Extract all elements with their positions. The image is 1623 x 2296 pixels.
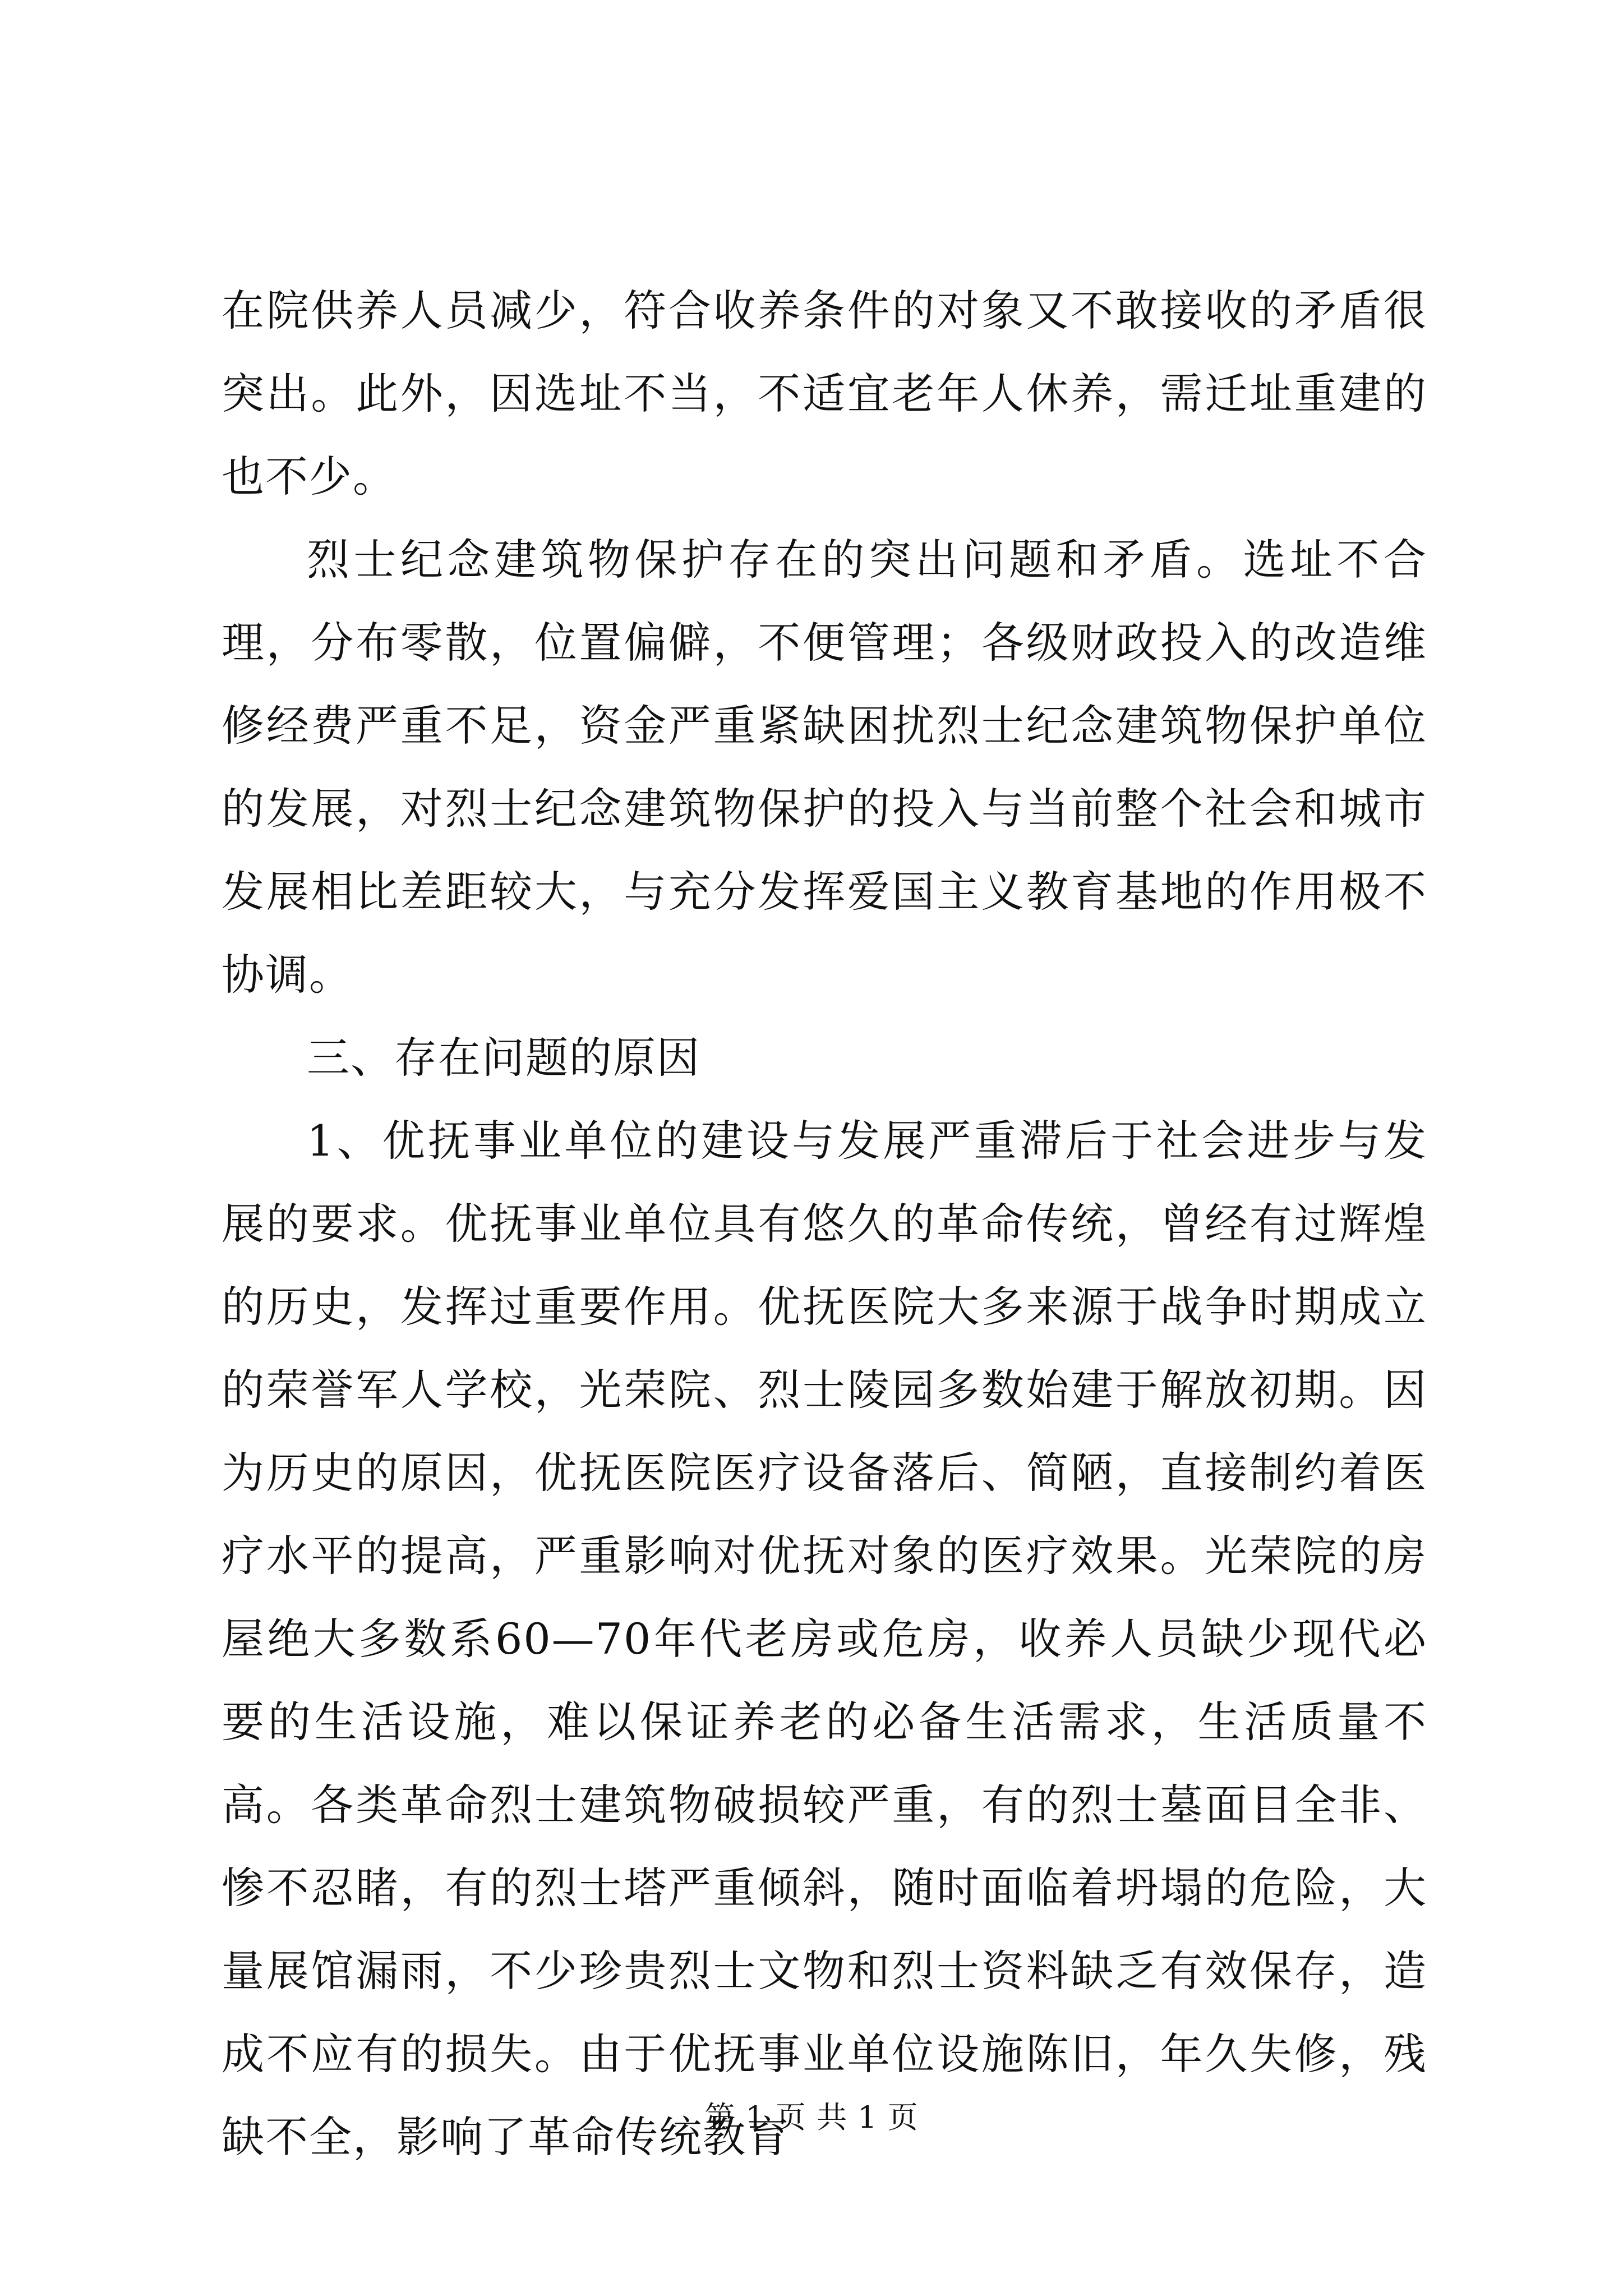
paragraph: 1、优抚事业单位的建设与发展严重滞后于社会进步与发展的要求。优抚事业单位具有悠久的革命传统，曾经有过辉煌的历史，发挥过重要作用。优抚医院大多来源于战争时期成立的荣誉军人学校，光荣院、烈士陵园多数始建于解放初期。因为历史的原因，优抚医院医疗设备落后、简陋，直接制约着医疗水平的提高，严重影响对优抚对象的医疗效果。光荣院的房屋绝大多数系60—70年代老房或危房，收养人员缺少现代必要的生活设施，难以保证养老的必备生活需求，生活质量不高。各类革命烈士建筑物破损较严重，有的烈士墓面目全非、惨不忍睹，有的烈士塔严重倾斜，随时面临着坍塌的危险，大量展馆漏雨，不少珍贵烈士文物和烈士资料缺乏有效保存，造成不应有的损失。由于优抚事业单位设施陈旧，年久失修，残缺不全，影响了革命传统教育 (222, 1116, 1427, 2162)
paragraph: 在院供养人员减少，符合收养条件的对象又不敢接收的矛盾很突出。此外，因选址不当，不适宜老年人休养，需迁址重建的也不少。 (222, 286, 1427, 501)
section-heading: 三、存在问题的原因 (307, 1033, 700, 1083)
paragraph: 烈士纪念建筑物保护存在的突出问题和矛盾。选址不合理，分布零散，位置偏僻，不便管理；各级财政投入的改造维修经费严重不足，资金严重紧缺困扰烈士纪念建筑物保护单位的发展，对烈士纪念建筑物保护的投入与当前整个社会和城市发展相比差距较大，与充分发挥爱国主义教育基地的作用极不协调。 (222, 535, 1427, 1000)
page-footer: 第 1 页 共 1 页 (704, 2100, 919, 2135)
document-body (222, 269, 1427, 2179)
